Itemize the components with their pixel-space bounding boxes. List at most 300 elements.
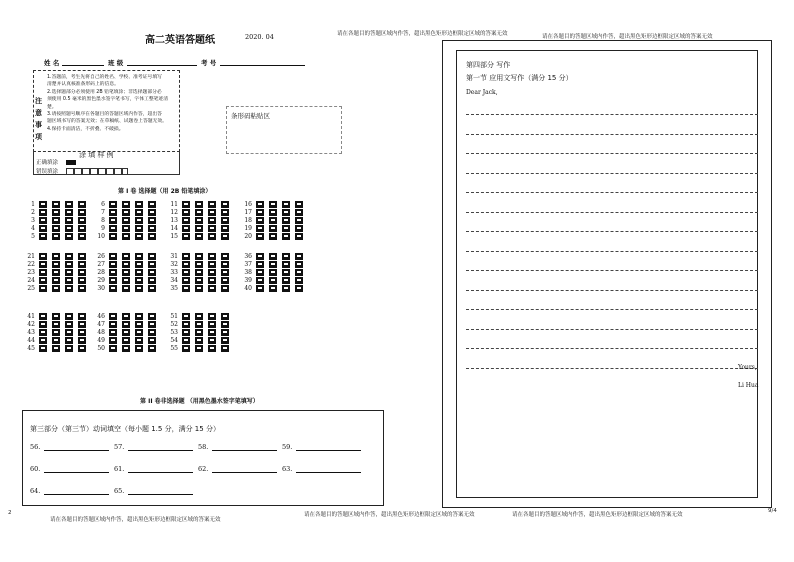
answer-bubble[interactable] <box>65 285 73 292</box>
answer-bubble[interactable] <box>282 233 290 240</box>
question-number: 16 <box>244 200 252 208</box>
answer-bubble[interactable] <box>122 261 130 268</box>
question-number: 9 <box>101 224 105 232</box>
answer-bubble[interactable] <box>195 277 203 284</box>
answer-bubble[interactable] <box>195 209 203 216</box>
answer-bubble[interactable] <box>148 313 156 320</box>
answer-bubble[interactable] <box>39 233 47 240</box>
answer-bubble[interactable] <box>135 209 143 216</box>
answer-bubble[interactable] <box>282 253 290 260</box>
answer-bubble[interactable] <box>182 329 190 336</box>
answer-bubble[interactable] <box>221 261 229 268</box>
answer-bubble[interactable] <box>221 337 229 344</box>
question-number: 15 <box>170 232 178 240</box>
answer-bubble[interactable] <box>208 209 216 216</box>
answer-bubble[interactable] <box>195 201 203 208</box>
answer-bubble[interactable] <box>109 277 117 284</box>
answer-bubble[interactable] <box>282 217 290 224</box>
question-number: 36 <box>244 252 252 260</box>
answer-bubble[interactable] <box>135 337 143 344</box>
answer-bubble[interactable] <box>221 313 229 320</box>
answer-bubble[interactable] <box>135 225 143 232</box>
answer-bubble[interactable] <box>221 285 229 292</box>
blank-57[interactable]: 57. <box>114 443 193 451</box>
answer-bubble[interactable] <box>122 321 130 328</box>
answer-bubble[interactable] <box>65 321 73 328</box>
answer-bubble[interactable] <box>122 345 130 352</box>
writing-line[interactable] <box>466 368 758 369</box>
answer-bubble[interactable] <box>195 225 203 232</box>
question-number: 3 <box>31 216 35 224</box>
answer-bubble[interactable] <box>208 313 216 320</box>
part4-heading: 第四部分 写作 <box>466 61 511 69</box>
answer-bubble[interactable] <box>109 321 117 328</box>
answer-bubble[interactable] <box>221 329 229 336</box>
answer-bubble[interactable] <box>148 217 156 224</box>
answer-bubble[interactable] <box>269 277 277 284</box>
name-field[interactable] <box>62 57 104 66</box>
writing-line[interactable] <box>466 134 758 135</box>
answer-bubble[interactable] <box>182 337 190 344</box>
answer-bubble[interactable] <box>122 201 130 208</box>
answer-bubble[interactable] <box>78 225 86 232</box>
answer-bubble[interactable] <box>135 313 143 320</box>
mc-question-1 <box>26 200 91 208</box>
answer-bubble[interactable] <box>39 329 47 336</box>
answer-bubble[interactable] <box>221 345 229 352</box>
writing-line[interactable] <box>466 231 758 232</box>
answer-bubble[interactable] <box>208 337 216 344</box>
answer-bubble[interactable] <box>256 277 264 284</box>
mc-question-45 <box>26 344 91 352</box>
answer-bubble[interactable] <box>65 277 73 284</box>
answer-bubble[interactable] <box>221 225 229 232</box>
blank-56[interactable]: 56. <box>30 443 109 451</box>
part4-subheading: 第一节 应用文写作（满分 15 分） <box>466 74 573 82</box>
answer-bubble[interactable] <box>65 269 73 276</box>
answer-bubble[interactable] <box>52 277 60 284</box>
answer-bubble[interactable] <box>282 269 290 276</box>
answer-bubble[interactable] <box>122 253 130 260</box>
question-number: 33 <box>170 268 178 276</box>
answer-bubble[interactable] <box>282 209 290 216</box>
answer-bubble[interactable] <box>295 269 303 276</box>
class-field[interactable] <box>127 57 197 66</box>
answer-bubble[interactable] <box>195 233 203 240</box>
answer-bubble[interactable] <box>182 261 190 268</box>
wrong-fill-label: 错误填涂 <box>36 167 128 175</box>
answer-bubble[interactable] <box>221 277 229 284</box>
answer-bubble[interactable] <box>78 253 86 260</box>
question-number: 11 <box>170 200 178 208</box>
answer-bubble[interactable] <box>269 269 277 276</box>
answer-bubble[interactable] <box>65 217 73 224</box>
answer-bubble[interactable] <box>208 201 216 208</box>
answer-bubble[interactable] <box>78 233 86 240</box>
blank-64[interactable]: 64. <box>30 487 109 495</box>
answer-bubble[interactable] <box>148 201 156 208</box>
mc-question-54 <box>169 336 234 344</box>
answer-bubble[interactable] <box>52 285 60 292</box>
answer-bubble[interactable] <box>78 337 86 344</box>
answer-bubble[interactable] <box>148 233 156 240</box>
question-number: 2 <box>31 208 35 216</box>
answer-bubble[interactable] <box>109 345 117 352</box>
blank-62[interactable]: 62. <box>198 465 277 473</box>
answer-bubble[interactable] <box>221 201 229 208</box>
answer-bubble[interactable] <box>195 321 203 328</box>
answer-bubble[interactable] <box>295 209 303 216</box>
answer-bubble[interactable] <box>65 329 73 336</box>
answer-bubble[interactable] <box>135 285 143 292</box>
writing-line[interactable] <box>466 290 758 291</box>
answer-bubble[interactable] <box>195 313 203 320</box>
answer-bubble[interactable] <box>109 233 117 240</box>
answer-bubble[interactable] <box>256 217 264 224</box>
answer-bubble[interactable] <box>195 217 203 224</box>
answer-bubble[interactable] <box>256 269 264 276</box>
writing-line[interactable] <box>466 348 758 349</box>
answer-bubble[interactable] <box>195 269 203 276</box>
answer-bubble[interactable] <box>122 277 130 284</box>
answer-bubble[interactable] <box>52 321 60 328</box>
answer-bubble[interactable] <box>148 261 156 268</box>
answer-bubble[interactable] <box>295 233 303 240</box>
question-number: 23 <box>27 268 35 276</box>
answer-bubble[interactable] <box>78 345 86 352</box>
answer-bubble[interactable] <box>78 285 86 292</box>
answer-bubble[interactable] <box>256 253 264 260</box>
answer-bubble[interactable] <box>65 313 73 320</box>
mc-question-28 <box>96 268 161 276</box>
answer-bubble[interactable] <box>52 253 60 260</box>
answer-bubble[interactable] <box>122 233 130 240</box>
answer-bubble[interactable] <box>208 261 216 268</box>
answer-bubble[interactable] <box>39 321 47 328</box>
barcode-area: 条形码粘贴区 <box>226 106 342 154</box>
answer-bubble[interactable] <box>208 225 216 232</box>
question-number: 32 <box>170 260 178 268</box>
question-number: 13 <box>170 216 178 224</box>
blank-60[interactable]: 60. <box>30 465 109 473</box>
answer-bubble[interactable] <box>282 285 290 292</box>
writing-line[interactable] <box>466 309 758 310</box>
answer-bubble[interactable] <box>135 233 143 240</box>
answer-bubble[interactable] <box>148 345 156 352</box>
answer-bubble[interactable] <box>195 253 203 260</box>
answer-bubble[interactable] <box>109 225 117 232</box>
answer-bubble[interactable] <box>148 321 156 328</box>
answer-bubble[interactable] <box>208 321 216 328</box>
answer-bubble[interactable] <box>65 345 73 352</box>
answer-bubble[interactable] <box>256 209 264 216</box>
writing-line[interactable] <box>466 251 758 252</box>
mc-question-43 <box>26 328 91 336</box>
answer-bubble[interactable] <box>52 201 60 208</box>
answer-bubble[interactable] <box>208 277 216 284</box>
answer-bubble[interactable] <box>109 217 117 224</box>
answer-bubble[interactable] <box>122 337 130 344</box>
answer-bubble[interactable] <box>282 225 290 232</box>
answer-bubble[interactable] <box>109 285 117 292</box>
answer-bubble[interactable] <box>39 313 47 320</box>
mc-question-14 <box>169 224 234 232</box>
writing-line[interactable] <box>466 153 758 154</box>
answer-bubble[interactable] <box>65 201 73 208</box>
writing-line[interactable] <box>466 329 758 330</box>
answer-bubble[interactable] <box>208 269 216 276</box>
blank-61[interactable]: 61. <box>114 465 193 473</box>
answer-bubble[interactable] <box>39 277 47 284</box>
question-number: 52 <box>170 320 178 328</box>
mc-question-31 <box>169 252 234 260</box>
answer-bubble[interactable] <box>182 345 190 352</box>
answer-bubble[interactable] <box>39 225 47 232</box>
answer-bubble[interactable] <box>208 253 216 260</box>
blank-59[interactable]: 59. <box>282 443 361 451</box>
answer-bubble[interactable] <box>109 269 117 276</box>
writing-line[interactable] <box>466 270 758 271</box>
answer-bubble[interactable] <box>78 277 86 284</box>
mc-question-46 <box>96 312 161 320</box>
exam-no-field[interactable] <box>220 57 305 66</box>
answer-bubble[interactable] <box>135 345 143 352</box>
answer-bubble[interactable] <box>39 261 47 268</box>
answer-bubble[interactable] <box>295 253 303 260</box>
question-number: 18 <box>244 216 252 224</box>
answer-bubble[interactable] <box>52 269 60 276</box>
answer-bubble[interactable] <box>148 285 156 292</box>
answer-bubble[interactable] <box>109 329 117 336</box>
section2-title: 第 II 卷非选择题 （用黑色墨水签字笔填写） <box>140 398 259 405</box>
writing-line[interactable] <box>466 192 758 193</box>
answer-bubble[interactable] <box>295 225 303 232</box>
answer-bubble[interactable] <box>148 269 156 276</box>
answer-bubble[interactable] <box>148 253 156 260</box>
answer-bubble[interactable] <box>148 337 156 344</box>
answer-bubble[interactable] <box>52 209 60 216</box>
answer-bubble[interactable] <box>39 217 47 224</box>
answer-bubble[interactable] <box>78 261 86 268</box>
writing-line[interactable] <box>466 114 758 115</box>
answer-bubble[interactable] <box>208 233 216 240</box>
answer-bubble[interactable] <box>208 345 216 352</box>
answer-bubble[interactable] <box>195 337 203 344</box>
class-label: 班 级 <box>108 59 124 67</box>
answer-bubble[interactable] <box>52 329 60 336</box>
answer-bubble[interactable] <box>52 261 60 268</box>
answer-bubble[interactable] <box>282 277 290 284</box>
answer-bubble[interactable] <box>182 233 190 240</box>
answer-bubble[interactable] <box>122 217 130 224</box>
answer-bubble[interactable] <box>221 217 229 224</box>
answer-bubble[interactable] <box>295 201 303 208</box>
mc-question-20 <box>243 232 308 240</box>
answer-bubble[interactable] <box>269 201 277 208</box>
answer-bubble[interactable] <box>52 345 60 352</box>
answer-bubble[interactable] <box>135 253 143 260</box>
answer-bubble[interactable] <box>39 209 47 216</box>
answer-bubble[interactable] <box>78 209 86 216</box>
answer-bubble[interactable] <box>269 253 277 260</box>
mc-question-34 <box>169 276 234 284</box>
answer-bubble[interactable] <box>78 269 86 276</box>
answer-bubble[interactable] <box>39 337 47 344</box>
blank-58[interactable]: 58. <box>198 443 277 451</box>
answer-bubble[interactable] <box>122 313 130 320</box>
answer-bubble[interactable] <box>208 329 216 336</box>
answer-bubble[interactable] <box>65 253 73 260</box>
answer-bubble[interactable] <box>221 321 229 328</box>
answer-bubble[interactable] <box>109 209 117 216</box>
answer-bubble[interactable] <box>148 329 156 336</box>
blank-65[interactable]: 65. <box>114 487 193 495</box>
answer-bubble[interactable] <box>39 201 47 208</box>
mc-question-8 <box>96 216 161 224</box>
mc-question-16 <box>243 200 308 208</box>
answer-bubble[interactable] <box>109 261 117 268</box>
part3-title: 第三部分（第三节）动词填空（每小题 1.5 分，满分 15 分） <box>30 425 220 433</box>
answer-bubble[interactable] <box>221 233 229 240</box>
answer-bubble[interactable] <box>182 201 190 208</box>
question-number: 10 <box>97 232 105 240</box>
answer-bubble[interactable] <box>269 233 277 240</box>
answer-bubble[interactable] <box>122 329 130 336</box>
mc-question-49 <box>96 336 161 344</box>
answer-bubble[interactable] <box>135 217 143 224</box>
mc-question-21 <box>26 252 91 260</box>
answer-bubble[interactable] <box>295 261 303 268</box>
answer-bubble[interactable] <box>195 261 203 268</box>
mc-question-2 <box>26 208 91 216</box>
answer-bubble[interactable] <box>39 345 47 352</box>
answer-bubble[interactable] <box>109 337 117 344</box>
answer-bubble[interactable] <box>269 261 277 268</box>
answer-bubble[interactable] <box>109 201 117 208</box>
exam-no-label: 考 号 <box>201 59 217 67</box>
answer-bubble[interactable] <box>135 329 143 336</box>
answer-bubble[interactable] <box>256 225 264 232</box>
answer-bubble[interactable] <box>65 233 73 240</box>
answer-bubble[interactable] <box>109 253 117 260</box>
answer-bubble[interactable] <box>195 345 203 352</box>
answer-bubble[interactable] <box>282 201 290 208</box>
answer-bubble[interactable] <box>269 209 277 216</box>
answer-bubble[interactable] <box>39 253 47 260</box>
question-number: 43 <box>27 328 35 336</box>
answer-bubble[interactable] <box>39 269 47 276</box>
answer-bubble[interactable] <box>256 285 264 292</box>
blank-63[interactable]: 63. <box>282 465 361 473</box>
answer-bubble[interactable] <box>109 313 117 320</box>
mc-question-12 <box>169 208 234 216</box>
answer-bubble[interactable] <box>78 313 86 320</box>
answer-bubble[interactable] <box>148 209 156 216</box>
answer-bubble[interactable] <box>122 209 130 216</box>
answer-bubble[interactable] <box>256 233 264 240</box>
mc-question-3 <box>26 216 91 224</box>
answer-bubble[interactable] <box>295 277 303 284</box>
answer-bubble[interactable] <box>182 321 190 328</box>
footer-mark-left: 2 <box>8 510 12 516</box>
answer-bubble[interactable] <box>78 329 86 336</box>
question-number: 55 <box>170 344 178 352</box>
answer-bubble[interactable] <box>182 277 190 284</box>
answer-bubble[interactable] <box>52 313 60 320</box>
answer-bubble[interactable] <box>148 225 156 232</box>
answer-bubble[interactable] <box>195 285 203 292</box>
answer-bubble[interactable] <box>39 285 47 292</box>
mc-question-55 <box>169 344 234 352</box>
mc-question-26 <box>96 252 161 260</box>
mc-question-47 <box>96 320 161 328</box>
answer-bubble[interactable] <box>269 285 277 292</box>
answer-bubble[interactable] <box>221 253 229 260</box>
notes-label: 注意事项 <box>35 97 42 141</box>
answer-bubble[interactable] <box>78 201 86 208</box>
answer-bubble[interactable] <box>221 269 229 276</box>
answer-bubble[interactable] <box>256 201 264 208</box>
answer-bubble[interactable] <box>208 217 216 224</box>
answer-bubble[interactable] <box>295 217 303 224</box>
mc-question-41 <box>26 312 91 320</box>
answer-bubble[interactable] <box>195 329 203 336</box>
question-number: 37 <box>244 260 252 268</box>
answer-bubble[interactable] <box>282 261 290 268</box>
answer-bubble[interactable] <box>135 277 143 284</box>
writing-line[interactable] <box>466 212 758 213</box>
answer-bubble[interactable] <box>65 261 73 268</box>
answer-bubble[interactable] <box>52 225 60 232</box>
answer-bubble[interactable] <box>182 209 190 216</box>
question-number: 26 <box>97 252 105 260</box>
answer-bubble[interactable] <box>65 209 73 216</box>
answer-bubble[interactable] <box>269 217 277 224</box>
answer-bubble[interactable] <box>182 253 190 260</box>
answer-bubble[interactable] <box>295 285 303 292</box>
answer-bubble[interactable] <box>122 225 130 232</box>
mc-question-32 <box>169 260 234 268</box>
writing-line[interactable] <box>466 173 758 174</box>
question-number: 41 <box>27 312 35 320</box>
answer-bubble[interactable] <box>182 225 190 232</box>
answer-bubble[interactable] <box>65 337 73 344</box>
answer-bubble[interactable] <box>78 217 86 224</box>
answer-bubble[interactable] <box>208 285 216 292</box>
answer-bubble[interactable] <box>65 225 73 232</box>
answer-bubble[interactable] <box>52 233 60 240</box>
answer-bubble[interactable] <box>122 269 130 276</box>
answer-bubble[interactable] <box>135 269 143 276</box>
answer-bubble[interactable] <box>221 209 229 216</box>
answer-bubble[interactable] <box>78 321 86 328</box>
mc-question-25 <box>26 284 91 292</box>
answer-bubble[interactable] <box>269 225 277 232</box>
answer-bubble[interactable] <box>135 201 143 208</box>
answer-bubble[interactable] <box>52 217 60 224</box>
answer-bubble[interactable] <box>182 285 190 292</box>
answer-bubble[interactable] <box>135 321 143 328</box>
answer-bubble[interactable] <box>122 285 130 292</box>
answer-bubble[interactable] <box>52 337 60 344</box>
answer-bubble[interactable] <box>182 313 190 320</box>
answer-bubble[interactable] <box>148 277 156 284</box>
answer-bubble[interactable] <box>135 261 143 268</box>
answer-bubble[interactable] <box>182 217 190 224</box>
question-number: 50 <box>97 344 105 352</box>
answer-bubble[interactable] <box>182 269 190 276</box>
answer-bubble[interactable] <box>256 261 264 268</box>
